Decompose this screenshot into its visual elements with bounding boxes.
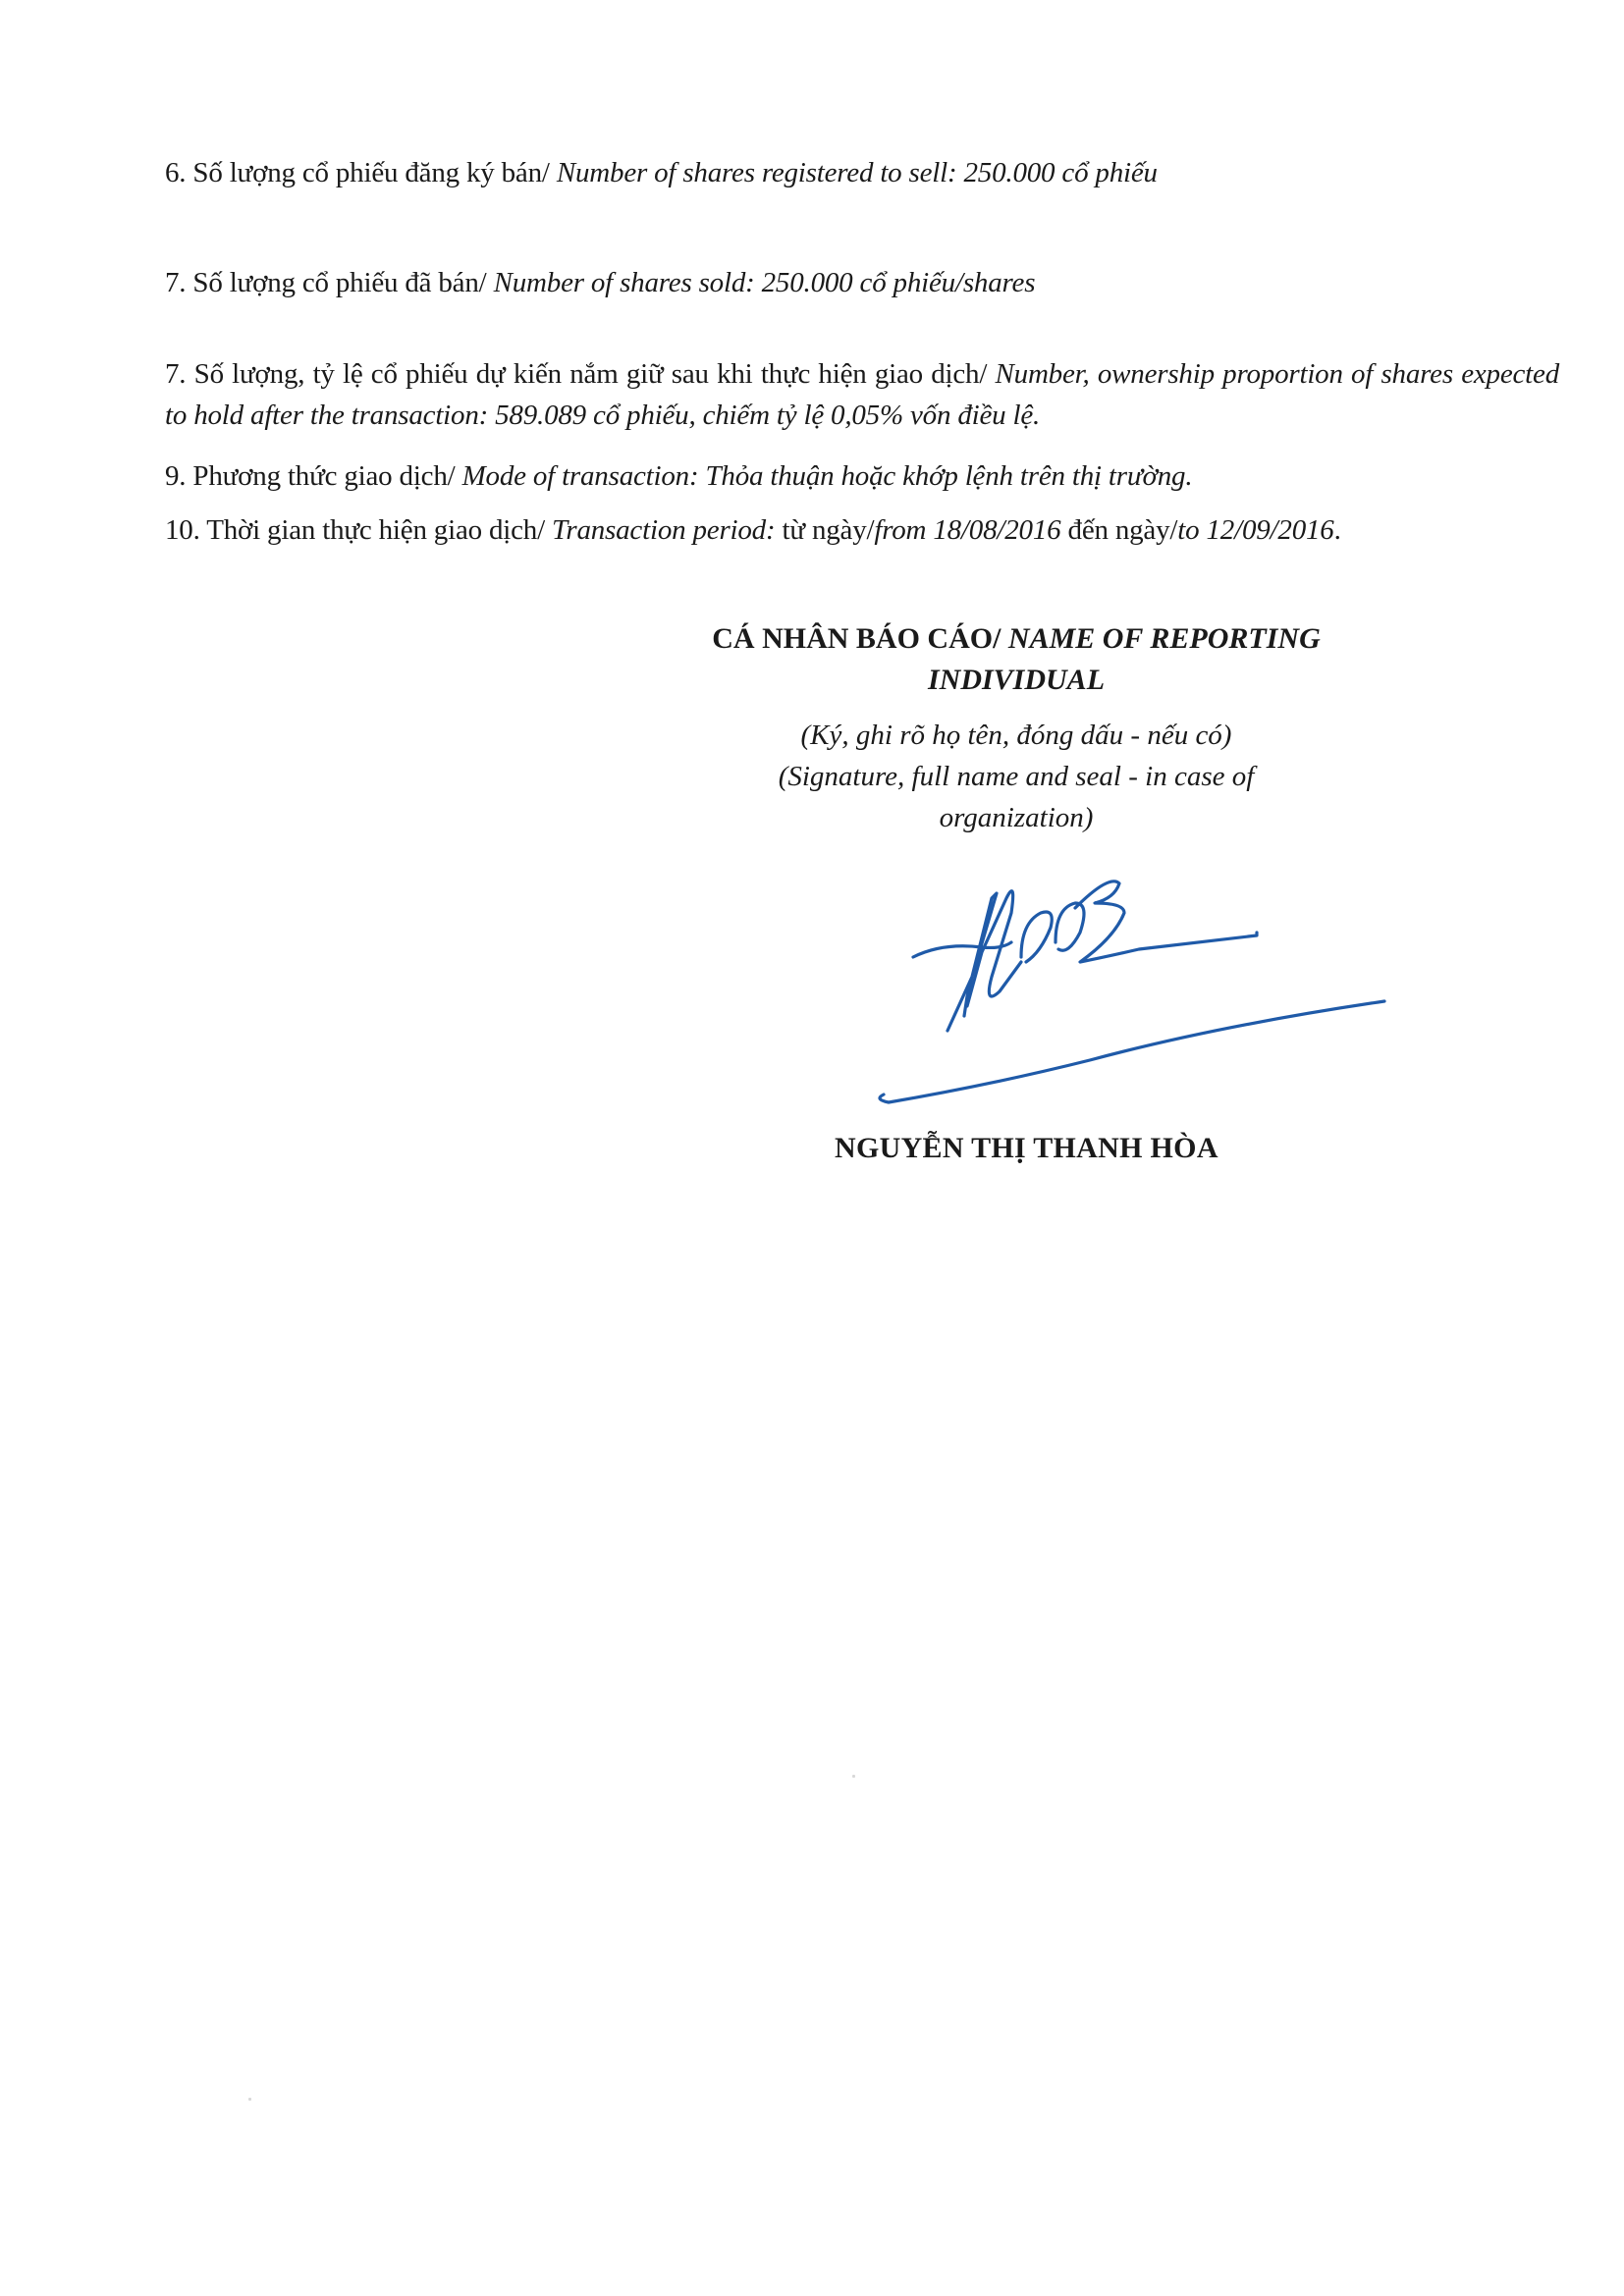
reporting-individual-title bbox=[628, 618, 1404, 660]
item-label-vi: Thời gian thực hiện giao dịch/ bbox=[206, 514, 545, 546]
item-label-vi: Phương thức giao dịch/ bbox=[192, 460, 456, 492]
item-number: 6. bbox=[165, 157, 187, 188]
to-date: to 12/09/2016 bbox=[1177, 514, 1334, 546]
item-10-transaction-period bbox=[165, 512, 1341, 548]
scan-speck bbox=[248, 2098, 251, 2101]
item-label-en: Transaction period: bbox=[552, 514, 776, 546]
to-label-vi: đến ngày/ bbox=[1067, 514, 1178, 546]
item-label-vi: Số lượng cổ phiếu đăng ký bán/ bbox=[192, 157, 550, 188]
item-number: 9. bbox=[165, 460, 187, 492]
item-label-en: Number, ownership proportion of shares expected to hold after the transaction: 589.089 cổ phiếu, chiếm tỷ lệ 0,05% vốn điều lệ. bbox=[165, 358, 1560, 431]
signer-name: NGUYỄN THỊ THANH HÒA bbox=[835, 1132, 1218, 1164]
signature-note-en-line2: organization) bbox=[939, 802, 1094, 833]
item-number: 7. bbox=[165, 358, 187, 390]
item-7-expected-holdings bbox=[165, 353, 1559, 436]
from-date: from 18/08/2016 bbox=[874, 514, 1061, 546]
title-vi: CÁ NHÂN BÁO CÁO/ bbox=[712, 622, 1001, 655]
reporting-individual-title-line2 bbox=[628, 660, 1404, 701]
item-label-en: Number of shares registered to sell: 250.000 cổ phiếu bbox=[556, 157, 1158, 188]
item-6-shares-registered bbox=[165, 155, 1158, 190]
item-label-en: Mode of transaction: Thỏa thuận hoặc khớp lệnh trên thị trường. bbox=[461, 460, 1193, 492]
signature-block bbox=[628, 618, 1404, 838]
signature-note-en: (Signature, full name and seal - in case of bbox=[778, 761, 1255, 792]
item-number: 10. bbox=[165, 514, 200, 546]
scan-speck bbox=[852, 1775, 855, 1778]
item-7-shares-sold bbox=[165, 265, 1035, 300]
item-label-vi: Số lượng, tỷ lệ cổ phiếu dự kiến nắm giữ sau khi thực hiện giao dịch/ bbox=[193, 358, 988, 390]
signature-note-vi: (Ký, ghi rõ họ tên, đóng dấu - nếu có) bbox=[800, 720, 1232, 751]
from-label-vi: từ ngày/ bbox=[782, 514, 875, 546]
title-en-line2: INDIVIDUAL bbox=[927, 664, 1106, 696]
item-number: 7. bbox=[165, 267, 187, 298]
handwritten-signature bbox=[874, 859, 1424, 1104]
item-9-transaction-mode bbox=[165, 458, 1192, 494]
item-label-vi: Số lượng cổ phiếu đã bán/ bbox=[192, 267, 487, 298]
item-label-en: Number of shares sold: 250.000 cổ phiếu/shares bbox=[493, 267, 1036, 298]
period-end: . bbox=[1333, 514, 1341, 546]
title-en: NAME OF REPORTING bbox=[1007, 622, 1321, 655]
